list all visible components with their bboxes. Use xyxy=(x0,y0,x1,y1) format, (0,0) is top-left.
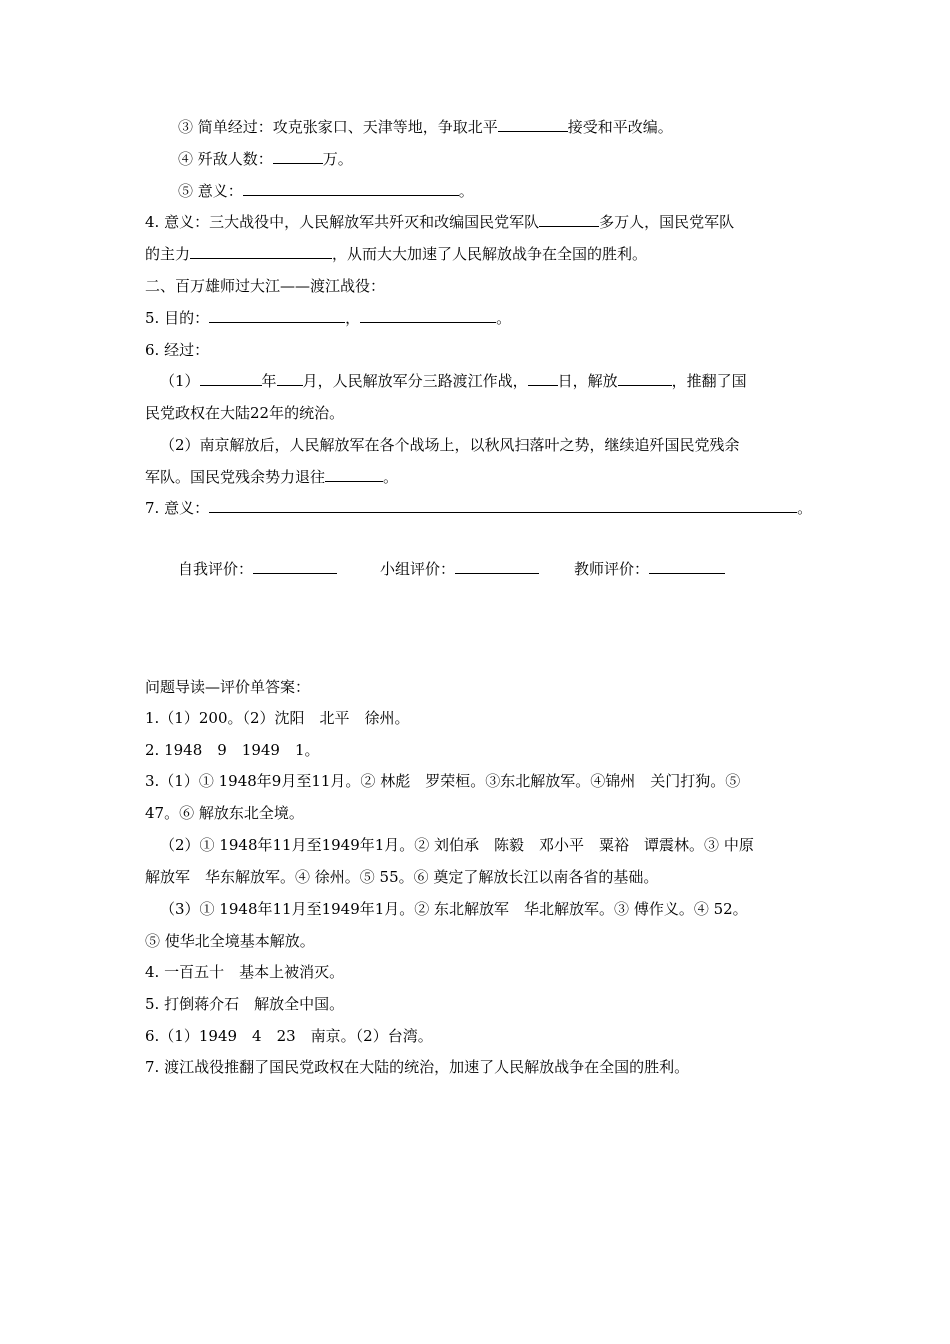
section2-heading: 二、百万雄师过大江——渡江战役： xyxy=(145,277,386,295)
blank xyxy=(618,371,672,386)
answer-line: （3）① 1948年11月至1949年1月。② 东北解放军 华北解放军。③ 傅作义。④ 52。 xyxy=(160,900,748,918)
q6-2-line2: 军队。国民党残余势力退往 。 xyxy=(145,468,399,486)
blank xyxy=(243,181,459,196)
answer-line: 6.（1）1949 4 23 南京。（2）台湾。 xyxy=(145,1027,433,1045)
answer-line: 7. 渡江战役推翻了国民党政权在大陆的统治，加速了人民解放战争在全国的胜利。 xyxy=(145,1058,690,1076)
answer-line: 3.（1）① 1948年9月至11月。② 林彪 罗荣桓。③东北解放军。④锦州 关门打狗。⑤ xyxy=(145,772,741,790)
item3-step5-line: ⑤ 意义： 。 xyxy=(178,182,474,200)
answer-line: 4. 一百五十 基本上被消灭。 xyxy=(145,963,345,981)
q4-line2: 的主力 ，从而大大加速了人民解放战争在全国的胜利。 xyxy=(145,245,648,263)
q6-2-line1: （2）南京解放后，人民解放军在各个战场上，以秋风扫落叶之势，继续追歼国民党残余 xyxy=(160,436,740,454)
blank xyxy=(277,371,303,386)
q4-line1: 4. 意义：三大战役中，人民解放军共歼灭和改编国民党军队 多万人，国民党军队 xyxy=(145,213,735,231)
item3-step4-line: ④ 歼敌人数： 万。 xyxy=(178,150,353,168)
blank xyxy=(498,117,568,132)
answers-heading: 问题导读—评价单答案： xyxy=(145,678,311,696)
q6-heading: 6. 经过： xyxy=(145,341,210,359)
eval-group: 小组评价： xyxy=(380,559,539,579)
blank xyxy=(528,371,558,386)
answer-line: 解放军 华东解放军。④ 徐州。⑤ 55。⑥ 奠定了解放长江以南各省的基础。 xyxy=(145,868,659,886)
blank xyxy=(649,559,725,574)
answer-line: 2. 1948 9 1949 1。 xyxy=(145,741,320,759)
q7-line: 7. 意义： 。 xyxy=(145,499,813,517)
blank xyxy=(209,498,797,513)
eval-self: 自我评价： xyxy=(178,559,337,579)
q6-1-line1: （1） 年 月，人民解放军分三路渡江作战， 日，解放 ，推翻了国 xyxy=(160,372,747,390)
q5-line: 5. 目的： ， 。 xyxy=(145,309,512,327)
item3-step3-line: ③ 简单经过：攻克张家口、天津等地，争取北平 接受和平改编。 xyxy=(178,118,673,136)
answer-line: （2）① 1948年11月至1949年1月。② 刘伯承 陈毅 邓小平 粟裕 谭震林。③ 中原 xyxy=(160,836,754,854)
blank xyxy=(539,212,599,227)
blank xyxy=(273,149,323,164)
blank xyxy=(253,559,337,574)
blank xyxy=(325,467,383,482)
blank xyxy=(360,308,496,323)
answer-line: ⑤ 使华北全境基本解放。 xyxy=(145,932,315,950)
eval-teacher: 教师评价： xyxy=(574,559,725,579)
q6-1-line2: 民党政权在大陆22年的统治。 xyxy=(145,404,345,422)
blank xyxy=(190,244,332,259)
blank xyxy=(200,371,262,386)
answer-line: 1.（1）200。（2）沈阳 北平 徐州。 xyxy=(145,709,410,727)
blank xyxy=(209,308,345,323)
blank xyxy=(455,559,539,574)
answer-line: 47。⑥ 解放东北全境。 xyxy=(145,804,304,822)
answer-line: 5. 打倒蒋介石 解放全中国。 xyxy=(145,995,345,1013)
